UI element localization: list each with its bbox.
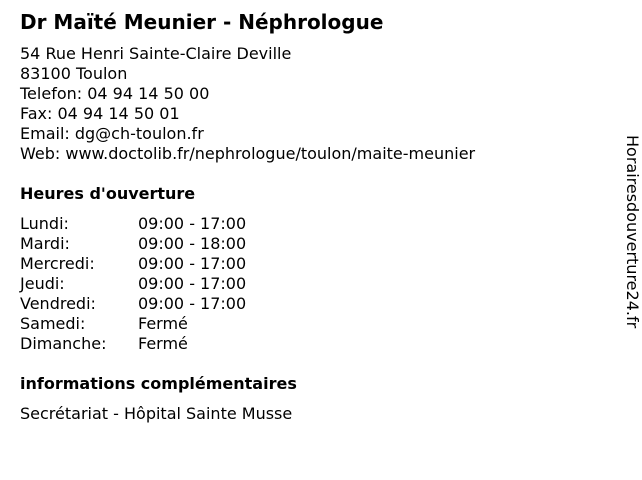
opening-hours-table	[20, 214, 320, 354]
contact-block	[20, 44, 475, 164]
extra-info-text: Secrétariat - Hôpital Sainte Musse	[20, 404, 293, 423]
time-value: 09:00 - 17:00	[138, 274, 247, 293]
address-street: 54 Rue Henri Sainte-Claire Deville	[20, 44, 292, 63]
extra-info-heading: informations complémentaires	[20, 374, 297, 393]
time-value: Fermé	[138, 334, 188, 353]
address-city: 83100 Toulon	[20, 64, 128, 83]
side-watermark	[622, 135, 642, 345]
time-value: 09:00 - 17:00	[138, 294, 247, 313]
phone-number: Telefon: 04 94 14 50 00	[20, 84, 210, 103]
hours-row-saturday	[20, 314, 320, 334]
hours-row-tuesday	[20, 234, 320, 254]
hours-row-friday	[20, 294, 320, 314]
time-value: 09:00 - 17:00	[138, 254, 247, 273]
day-label: Vendredi:	[20, 294, 96, 313]
page-title: Dr Maïté Meunier - Néphrologue	[20, 10, 384, 34]
day-label: Mercredi:	[20, 254, 95, 273]
day-label: Dimanche:	[20, 334, 107, 353]
time-value: 09:00 - 17:00	[138, 214, 247, 233]
hours-heading: Heures d'ouverture	[20, 184, 196, 203]
hours-row-sunday	[20, 334, 320, 354]
email-address: Email: dg@ch-toulon.fr	[20, 124, 204, 143]
hours-row-thursday	[20, 274, 320, 294]
day-label: Lundi:	[20, 214, 69, 233]
hours-row-monday	[20, 214, 320, 234]
time-value: Fermé	[138, 314, 188, 333]
day-label: Jeudi:	[20, 274, 65, 293]
website-url: Web: www.doctolib.fr/nephrologue/toulon/maite-meunier	[20, 144, 476, 163]
day-label: Samedi:	[20, 314, 86, 333]
fax-number: Fax: 04 94 14 50 01	[20, 104, 180, 123]
side-watermark-text: Horairesdouverture24.fr	[623, 135, 642, 329]
time-value: 09:00 - 18:00	[138, 234, 247, 253]
day-label: Mardi:	[20, 234, 70, 253]
hours-row-wednesday	[20, 254, 320, 274]
